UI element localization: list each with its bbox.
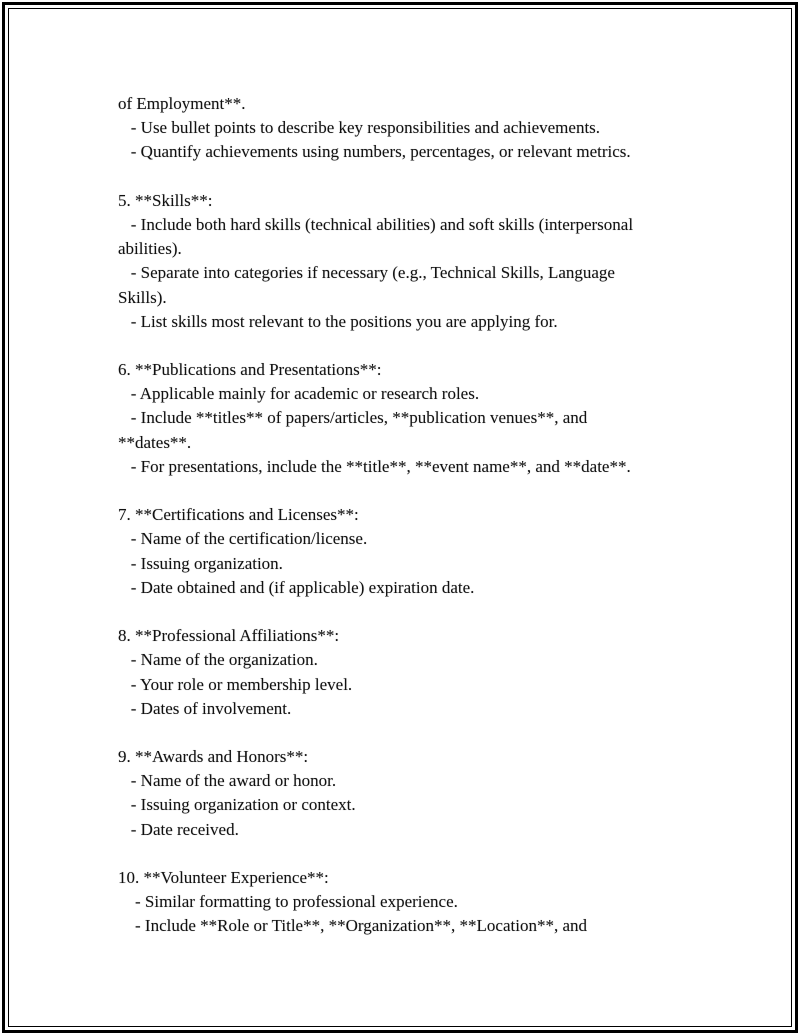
document-line: - Name of the certification/license. (118, 529, 368, 549)
blank-line (118, 479, 698, 503)
document-line: - Your role or membership level. (118, 674, 353, 694)
document-line: - Applicable mainly for academic or research roles. (118, 384, 480, 404)
document-line: - Similar formatting to professional experience. (118, 892, 458, 912)
document-line: abilities). (118, 239, 182, 259)
blank-line (118, 600, 698, 624)
document-line: - Include both hard skills (technical abilities) and soft skills (interpersonal (118, 214, 634, 234)
blank-line (118, 165, 698, 189)
document-line: 5. **Skills**: (118, 190, 213, 210)
document-line: Skills). (118, 287, 167, 307)
document-line: - Issuing organization or context. (118, 795, 356, 815)
document-line: - Dates of involvement. (118, 698, 292, 718)
blank-line (118, 842, 698, 866)
document-body (118, 92, 698, 939)
document-line: - Quantify achievements using numbers, percentages, or relevant metrics. (118, 142, 631, 162)
document-line: - Date received. (118, 819, 239, 839)
document-line: - Date obtained and (if applicable) expiration date. (118, 577, 475, 597)
document-line: 9. **Awards and Honors**: (118, 747, 309, 767)
blank-line (118, 334, 698, 358)
document-line: - For presentations, include the **title**, **event name**, and **date**. (118, 456, 631, 476)
document-line: - Issuing organization. (118, 553, 283, 573)
document-line: - Include **Role or Title**, **Organization**, **Location**, and (118, 916, 588, 936)
document-line: **dates**. (118, 432, 192, 452)
document-line: 6. **Publications and Presentations**: (118, 360, 382, 380)
document-line: 8. **Professional Affiliations**: (118, 626, 340, 646)
document-line: - Use bullet points to describe key responsibilities and achievements. (118, 118, 601, 138)
blank-line (118, 721, 698, 745)
document-line: of Employment**. (118, 94, 246, 113)
document-line: - Name of the award or honor. (118, 771, 337, 791)
document-line: 10. **Volunteer Experience**: (118, 868, 329, 887)
document-line: - Separate into categories if necessary (e.g., Technical Skills, Language (118, 263, 615, 283)
document-line: - Include **titles** of papers/articles, **publication venues**, and (118, 408, 588, 428)
document-line: - List skills most relevant to the positions you are applying for. (118, 311, 558, 331)
document-line: - Name of the organization. (118, 650, 318, 670)
document-line: 7. **Certifications and Licenses**: (118, 505, 359, 525)
